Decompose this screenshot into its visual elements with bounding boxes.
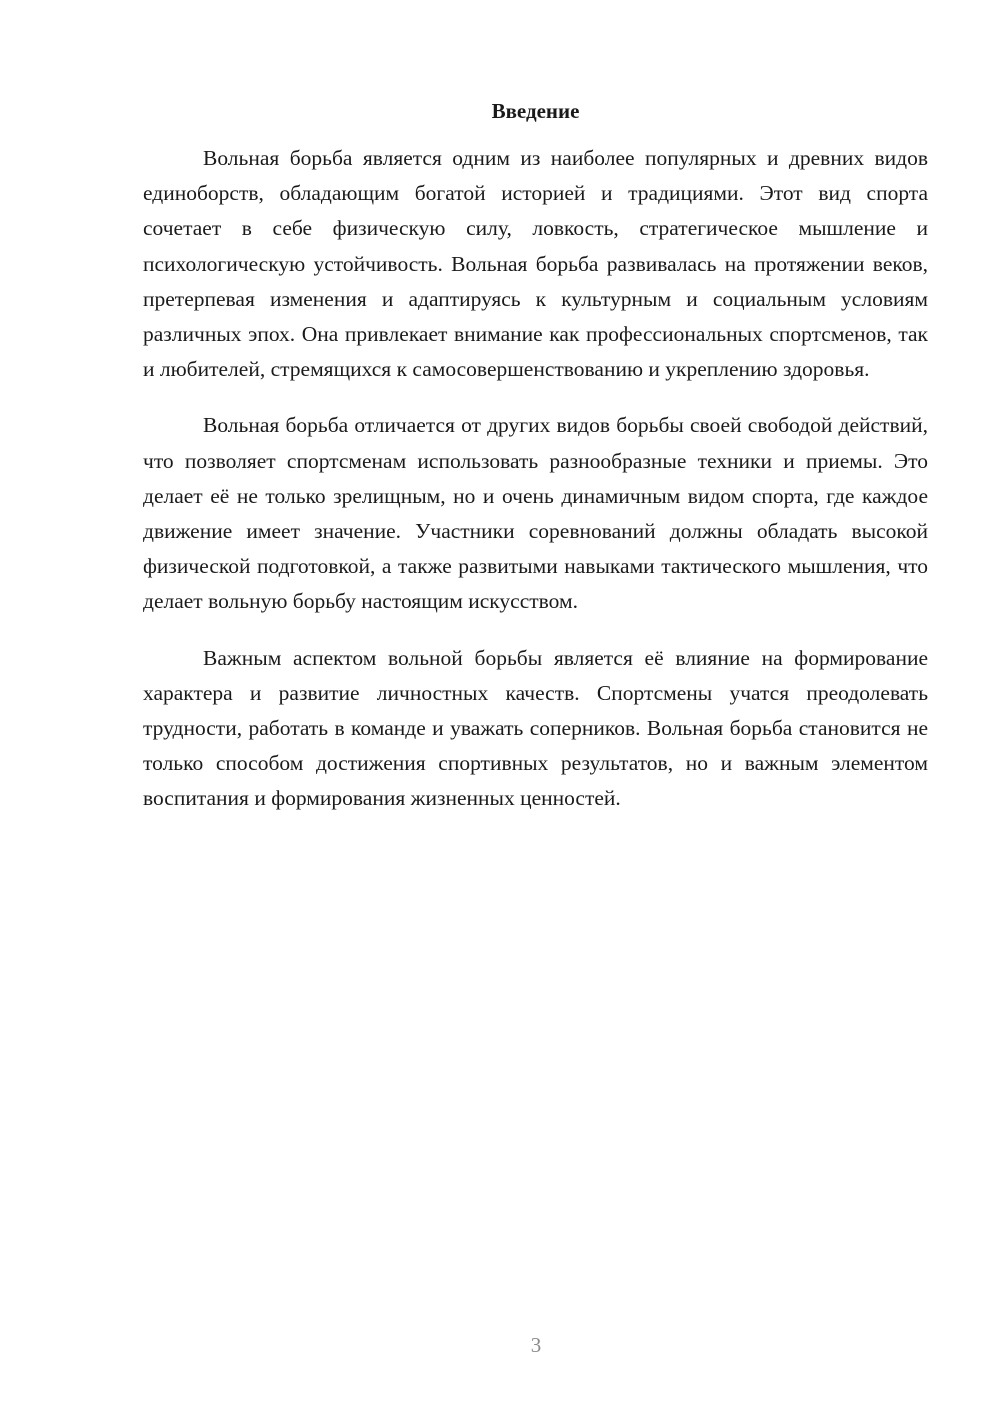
paragraph-1: Вольная борьба является одним из наиболее популярных и древних видов единоборств, обладающим богатой историей и традициями. Этот вид спорта сочетает в себе физическую силу, ловкость, стратегическое мышление и психологическую устойчивость. Вольная борьба развивалась на протяжении веков, претерпевая изменения и адаптируясь к культурным и социальным условиям различных эпох. Она привлекает внимание как профессиональных спортсменов, так и любителей, стремящихся к самосовершенствованию и укреплению здоровья.	[143, 146, 928, 382]
paragraph-3: Важным аспектом вольной борьбы является её влияние на формирование характера и развитие личностных качеств. Спортсмены учатся преодолевать трудности, работать в команде и уважать соперников. Вольная борьба становится не только способом достижения спортивных результатов, но и важным элементом воспитания и формирования жизненных ценностей.	[143, 645, 928, 811]
section-title: Введение	[491, 99, 580, 123]
paragraph-2: Вольная борьба отличается от других видов борьбы своей свободой действий, что позволяет спортсменам использовать разнообразные техники и приемы. Это делает её не только зрелищным, но и очень динамичным видом спорта, где каждое движение имеет значение. Участники соревнований должны обладать высокой физической подготовкой, а также развитыми навыками тактического мышления, что делает вольную борьбу настоящим искусством.	[143, 413, 928, 614]
page-content	[143, 94, 928, 817]
page-number: 3	[530, 1333, 542, 1357]
